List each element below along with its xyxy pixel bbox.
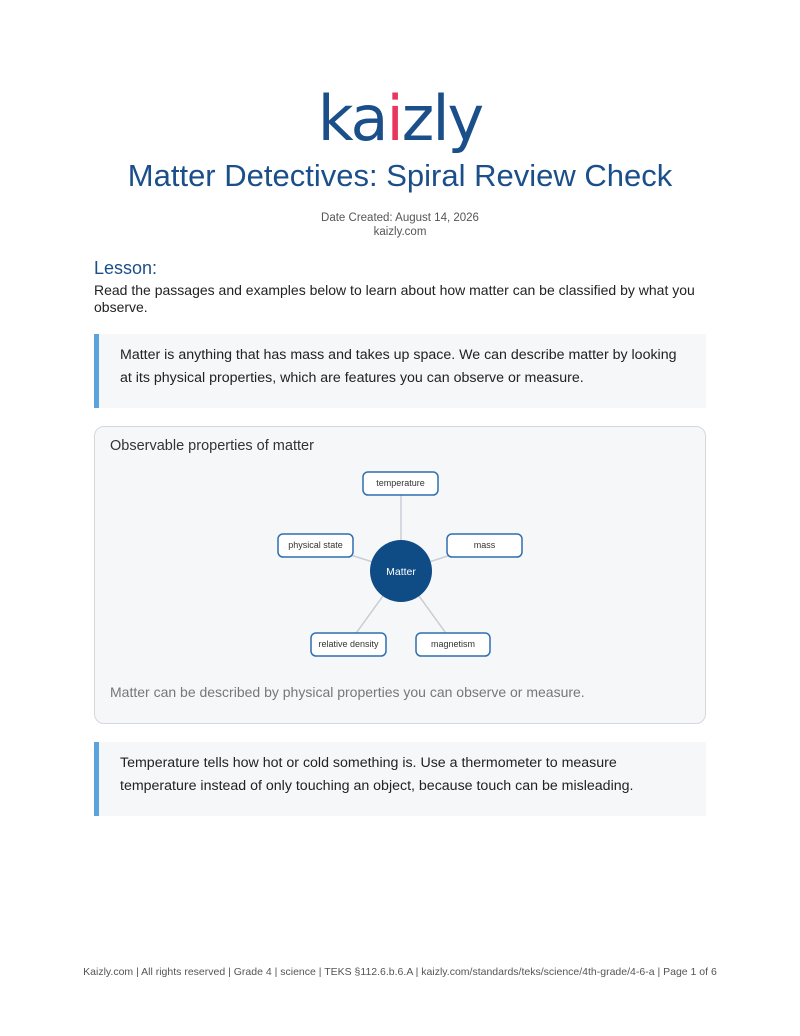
svg-text:relative density: relative density	[318, 639, 379, 649]
figure-title: Observable properties of matter	[110, 438, 314, 454]
node-temperature	[363, 472, 438, 495]
page-footer: Kaizly.com | All rights reserved | Grade 4 | science | TEKS §112.6.b.6.A | kaizly.com/standards/teks/science/4th-grade/4-6-a | Page 1 of 6	[83, 966, 717, 978]
lesson-intro: Read the passages and examples below to learn about how matter can be classified by what you observe.	[94, 282, 695, 315]
page-title: Matter Detectives: Spiral Review Check	[127, 158, 673, 193]
svg-text:magnetism: magnetism	[430, 639, 476, 649]
kaizly-logo: kaizly	[317, 82, 483, 155]
passage-temperature: Temperature tells how hot or cold something is. Use a thermometer to measure temperature instead of only touching an object, because touch can be misleading.	[94, 742, 706, 816]
svg-text:Matter: Matter	[386, 566, 416, 578]
site-name: kaizly.com	[373, 226, 427, 238]
node-physical-state	[278, 534, 353, 557]
node-mass	[447, 534, 522, 557]
passage-matter: Matter is anything that has mass and takes up space. We can describe matter by looking at its physical properties, which are features you can observe or measure.	[94, 334, 706, 408]
date-created: Date Created: August 14, 2026	[321, 212, 479, 224]
lesson-heading: Lesson:	[94, 258, 158, 278]
figure-caption: Matter can be described by physical properties you can observe or measure.	[110, 684, 585, 700]
properties-figure	[94, 426, 706, 724]
svg-text:temperature: temperature	[376, 478, 425, 488]
document-meta	[0, 211, 800, 239]
node-magnetism	[416, 633, 490, 656]
svg-text:mass: mass	[473, 540, 496, 550]
node-matter-center	[370, 540, 432, 602]
node-relative-density	[311, 633, 386, 656]
matter-concept-map	[95, 427, 707, 725]
svg-text:physical state: physical state	[288, 540, 343, 550]
